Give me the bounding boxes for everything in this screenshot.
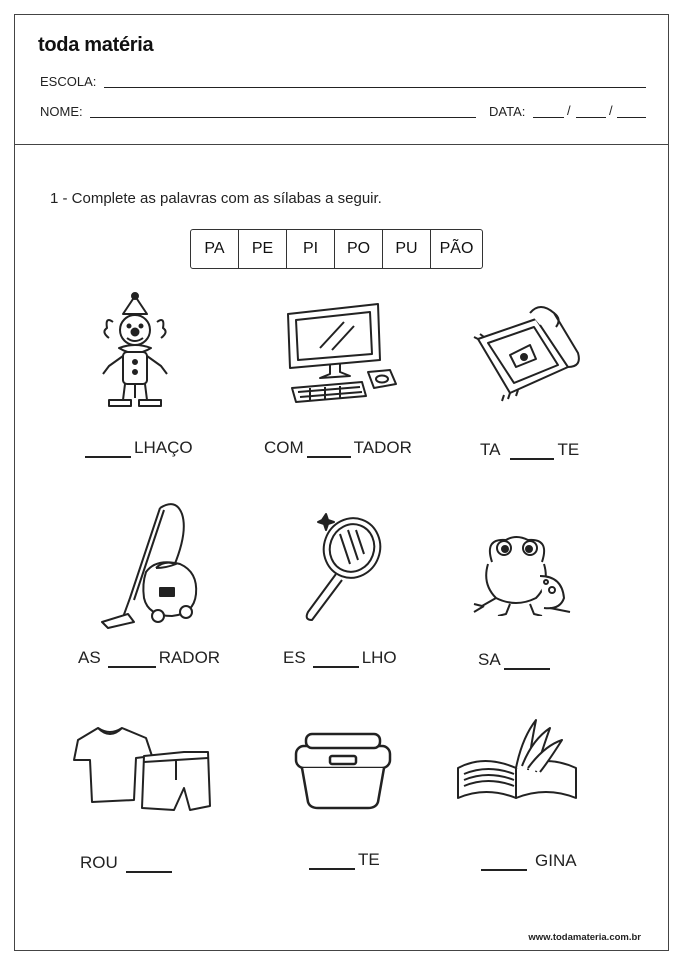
date-label: DATA: [489, 104, 526, 119]
word-prefix: ES [283, 648, 306, 667]
word-6 [478, 650, 553, 670]
instruction: 1 - Complete as palavras com as sílabas a seguir. [50, 190, 382, 207]
computer-image [280, 300, 400, 408]
hand-mirror-image [300, 512, 386, 624]
word-8 [306, 850, 380, 870]
clown-image [95, 292, 175, 414]
word-4 [78, 648, 220, 668]
word-7 [80, 853, 175, 873]
lunch-box-image [292, 730, 394, 810]
word-suffix: TE [358, 850, 380, 869]
word-suffix: LHO [361, 648, 397, 667]
vacuum-cleaner-image [98, 498, 208, 630]
date-month-field[interactable] [576, 117, 606, 118]
syllable-box [190, 229, 483, 269]
syllable: PI [287, 230, 335, 268]
syllable: PÃO [439, 240, 474, 257]
answer-blank[interactable] [313, 652, 359, 668]
syllable: PA [191, 230, 239, 268]
answer-blank[interactable] [307, 442, 351, 458]
syllable: PE [239, 230, 287, 268]
syllable: PU [383, 230, 431, 268]
answer-blank[interactable] [85, 442, 131, 458]
word-2 [264, 438, 412, 458]
word-9 [478, 851, 577, 871]
word-suffix: RADOR [158, 648, 221, 667]
word-5 [283, 648, 397, 668]
word-suffix: TE [557, 440, 580, 459]
word-suffix: LHAÇO [134, 438, 193, 457]
date-separator: / [609, 103, 613, 118]
word-suffix: TADOR [353, 438, 412, 457]
syllable: PO [335, 230, 383, 268]
answer-blank[interactable] [510, 444, 554, 460]
book-image [452, 718, 580, 806]
school-label: ESCOLA: [40, 74, 97, 89]
word-1 [82, 438, 193, 458]
header-divider [14, 144, 669, 145]
school-field[interactable] [104, 87, 646, 88]
footer-url: www.todamateria.com.br [528, 932, 641, 943]
answer-blank[interactable] [309, 854, 355, 870]
word-suffix: GINA [535, 851, 577, 870]
answer-blank[interactable] [504, 654, 550, 670]
clothes-image [72, 722, 212, 818]
frog-image [470, 532, 574, 616]
date-year-field[interactable] [617, 117, 646, 118]
answer-blank[interactable] [108, 652, 156, 668]
answer-blank[interactable] [481, 855, 527, 871]
name-field[interactable] [90, 117, 476, 118]
word-prefix: AS [78, 648, 101, 667]
date-separator: / [567, 103, 571, 118]
rug-image [470, 303, 580, 403]
word-3 [480, 440, 579, 460]
word-prefix: COM [264, 438, 304, 457]
brand-logo: toda matéria [38, 34, 154, 56]
answer-blank[interactable] [126, 857, 172, 873]
name-label: NOME: [40, 104, 83, 119]
word-prefix: ROU [80, 853, 118, 872]
date-day-field[interactable] [533, 117, 564, 118]
word-prefix: SA [478, 650, 501, 669]
word-prefix: TA [480, 440, 501, 459]
